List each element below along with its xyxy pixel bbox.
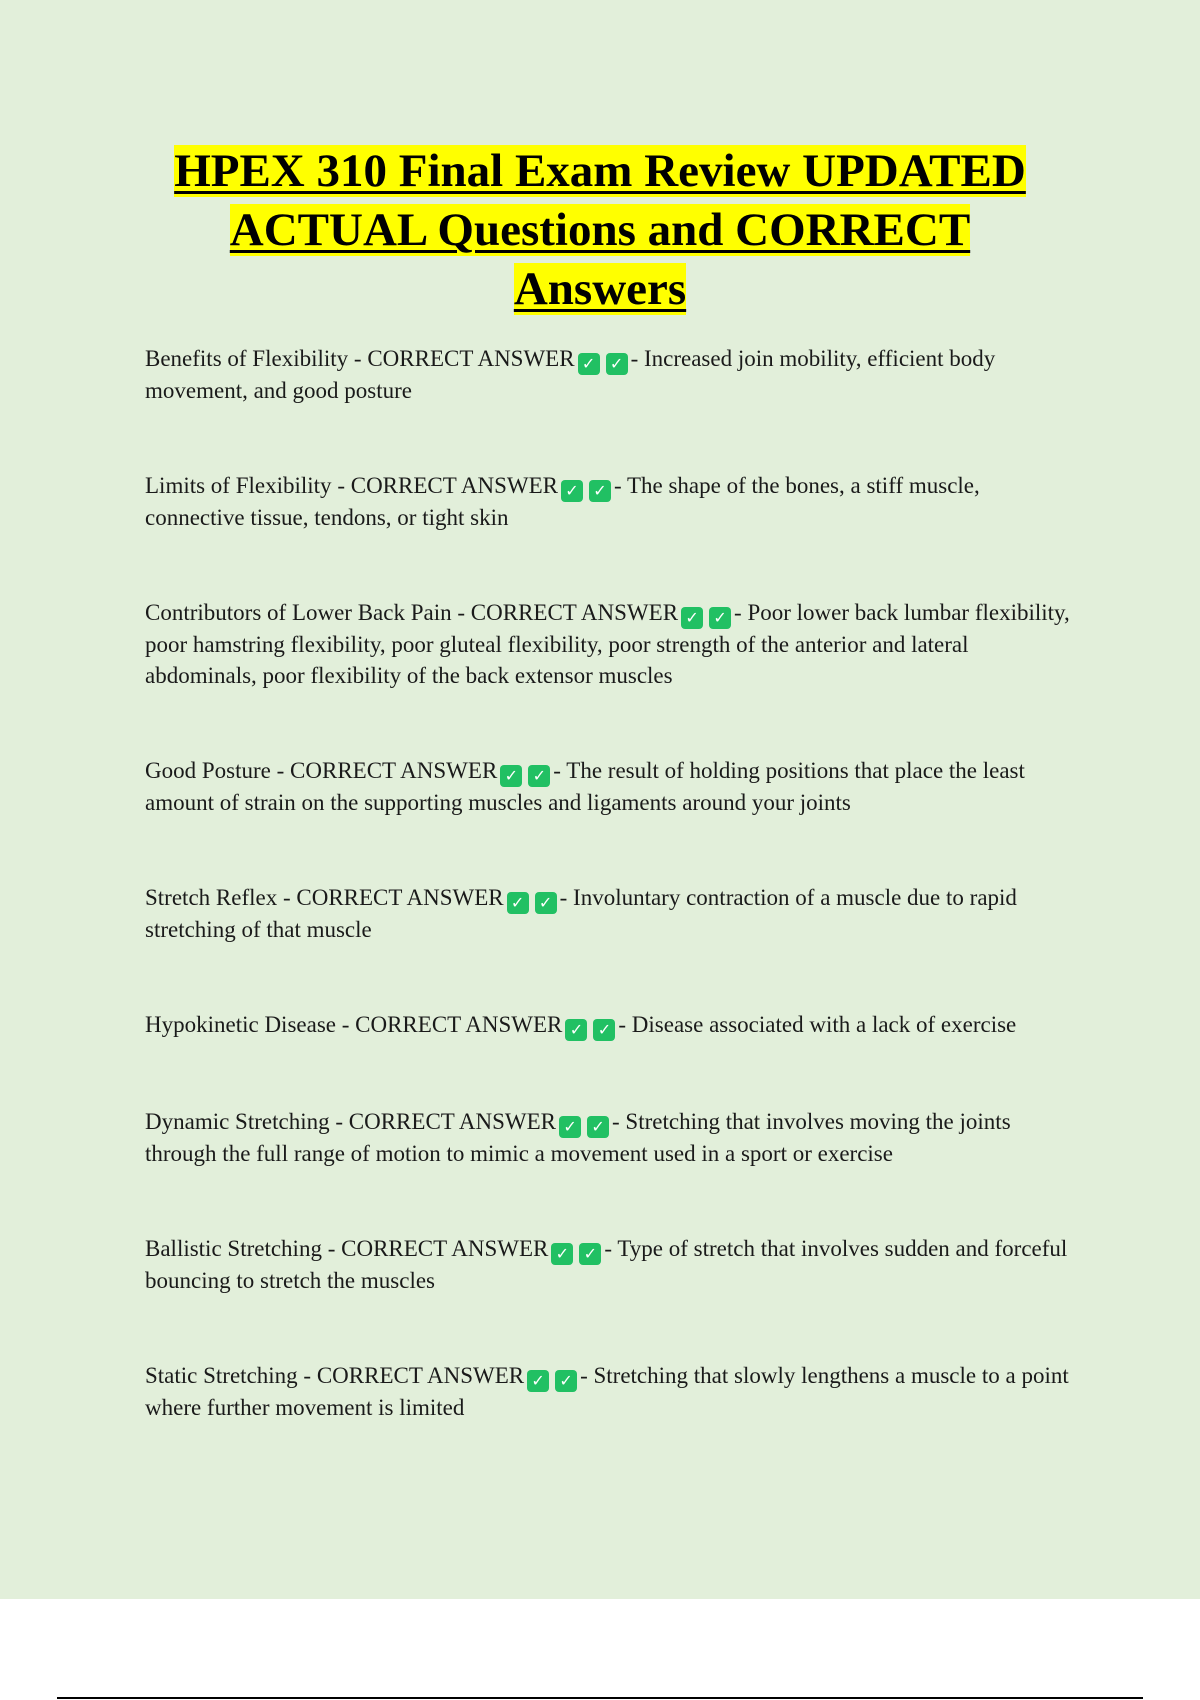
qa-item: [145, 597, 1080, 691]
footer-divider: [57, 1697, 1143, 1699]
check-icon: ✓: [555, 1370, 577, 1392]
qa-label: - CORRECT ANSWER: [270, 758, 498, 783]
qa-term: Dynamic Stretching: [145, 1109, 330, 1134]
check-icon: ✓: [528, 765, 550, 787]
title-line: HPEX 310 Final Exam Review UPDATED: [174, 145, 1026, 197]
qa-answer: - Type of stretch that involves sudden and forceful bouncing to stretch the muscles: [145, 1236, 1068, 1293]
check-icon: ✓: [527, 1370, 549, 1392]
qa-answer: - Involuntary contraction of a muscle due to rapid stretching of that muscle: [145, 885, 1017, 942]
title-line: Answers: [513, 263, 687, 315]
check-icon: ✓: [507, 892, 529, 914]
check-icon: ✓: [589, 480, 611, 502]
qa-label: - CORRECT ANSWER: [329, 1109, 557, 1134]
qa-answer: - The result of holding positions that place the least amount of strain on the supporting muscles and ligaments around your joints: [145, 758, 1025, 815]
qa-answer: - Poor lower back lumbar flexibility, poor hamstring flexibility, poor gluteal flexibility, poor strength of the anterior and lateral abdominals, poor flexibility of the back extensor muscles: [145, 600, 1070, 688]
qa-answer: - Increased join mobility, efficient body movement, and good posture: [145, 346, 996, 403]
qa-term: Good Posture: [145, 758, 271, 783]
qa-item: [145, 470, 1080, 533]
check-icon: ✓: [500, 765, 522, 787]
qa-label: - CORRECT ANSWER: [297, 1363, 525, 1388]
qa-label: - CORRECT ANSWER: [451, 600, 679, 625]
check-icon: ✓: [593, 1019, 615, 1041]
qa-label: - CORRECT ANSWER: [277, 885, 504, 910]
qa-answer: - Disease associated with a lack of exercise: [618, 1012, 1017, 1037]
qa-label: - CORRECT ANSWER: [348, 346, 575, 371]
qa-term: Ballistic Stretching: [145, 1236, 322, 1261]
qa-answer: - The shape of the bones, a stiff muscle, connective tissue, tendons, or tight skin: [145, 473, 980, 530]
qa-label: - CORRECT ANSWER: [335, 1012, 563, 1037]
qa-item: [145, 882, 1080, 945]
check-icon: ✓: [551, 1243, 573, 1265]
qa-label: - CORRECT ANSWER: [331, 473, 558, 498]
check-icon: ✓: [578, 353, 600, 375]
qa-item: [145, 1106, 1080, 1169]
qa-item: [145, 755, 1080, 818]
check-icon: ✓: [559, 1116, 581, 1138]
check-icon: ✓: [606, 353, 628, 375]
check-icon: ✓: [535, 892, 557, 914]
check-icon: ✓: [681, 607, 703, 629]
qa-item: [145, 1009, 1080, 1041]
page-title: [100, 142, 1100, 319]
check-icon: ✓: [565, 1019, 587, 1041]
check-icon: ✓: [709, 607, 731, 629]
check-icon: ✓: [587, 1116, 609, 1138]
qa-answer: - Stretching that slowly lengthens a muscle to a point where further movement is limited: [145, 1363, 1069, 1420]
qa-item: [145, 1360, 1080, 1423]
qa-term: Contributors of Lower Back Pain: [145, 600, 452, 625]
qa-term: Stretch Reflex: [145, 885, 278, 910]
title-line: ACTUAL Questions and CORRECT: [229, 204, 971, 256]
check-icon: ✓: [561, 480, 583, 502]
qa-term: Benefits of Flexibility: [145, 346, 349, 371]
qa-label: - CORRECT ANSWER: [321, 1236, 549, 1261]
check-icon: ✓: [579, 1243, 601, 1265]
qa-item: [145, 343, 1080, 406]
qa-term: Static Stretching: [145, 1363, 298, 1388]
qa-term: Limits of Flexibility: [145, 473, 332, 498]
qa-term: Hypokinetic Disease: [145, 1012, 336, 1037]
qa-item: [145, 1233, 1080, 1296]
qa-answer: - Stretching that involves moving the joints through the full range of motion to mimic a movement used in a sport or exercise: [145, 1109, 1011, 1166]
